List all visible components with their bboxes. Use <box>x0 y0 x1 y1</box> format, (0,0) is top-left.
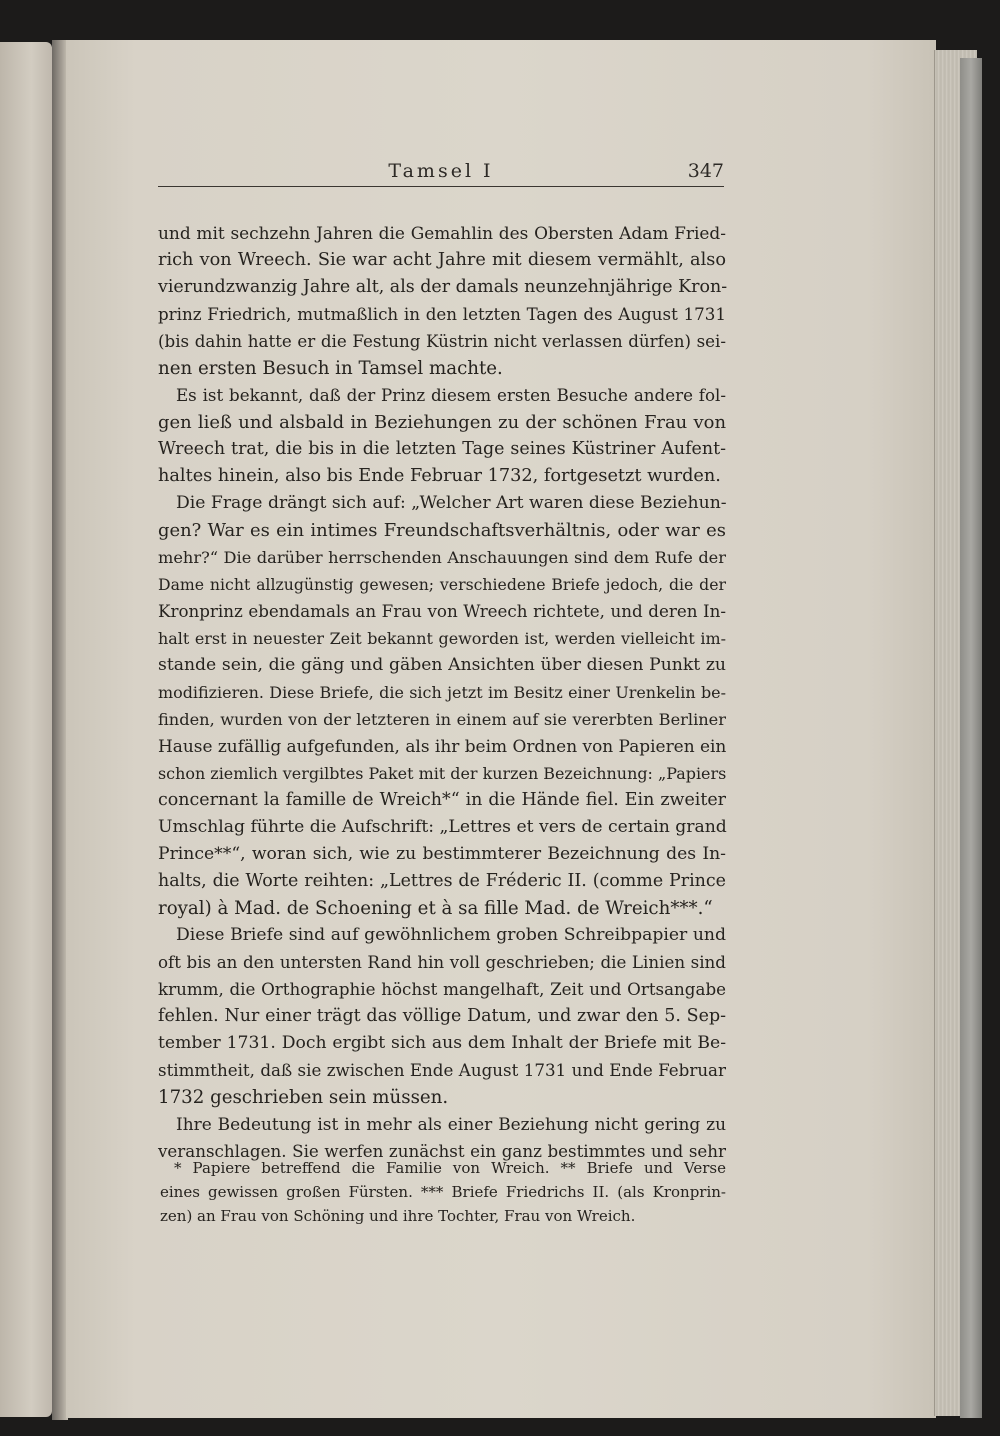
text-line: Es ist bekannt, daß der Prinz diesem ersten Besuche andere fol- <box>176 385 726 405</box>
footnote-line: eines gewissen großen Fürsten. *** Briefe Friedrichs II. (als Kronprin- <box>160 1183 726 1201</box>
text-line: concernant la famille de Wreich*“ in die Hände fiel. Ein zweiter <box>158 790 726 810</box>
left-page-edge <box>0 42 52 1417</box>
text-line: nen ersten Besuch in Tamsel machte. <box>158 358 503 379</box>
running-head <box>158 158 724 187</box>
text-line: Umschlag führte die Aufschrift: „Lettres et vers de certain grand <box>158 817 727 837</box>
text-line: halts, die Worte reihten: „Lettres de Fréderic II. (comme Prince <box>158 871 726 891</box>
page-number: 347 <box>687 160 724 182</box>
text-line: stande sein, die gäng und gäben Ansichten über diesen Punkt zu <box>158 655 726 675</box>
text-line: Prince**“, woran sich, wie zu bestimmterer Bezeichnung des In- <box>158 844 726 864</box>
text-line: Diese Briefe sind auf gewöhnlichem groben Schreibpapier und <box>176 925 726 945</box>
text-line: stimmtheit, daß sie zwischen Ende August 1731 und Ende Februar <box>158 1060 726 1080</box>
text-line: haltes hinein, also bis Ende Februar 1732, fortgesetzt wurden. <box>158 466 721 486</box>
text-line: Dame nicht allzugünstig gewesen; verschiedene Briefe jedoch, die der <box>158 575 726 594</box>
text-line: oft bis an den untersten Rand hin voll geschrieben; die Linien sind <box>158 952 726 972</box>
text-line: und mit sechzehn Jahren die Gemahlin des Obersten Adam Fried- <box>158 223 726 243</box>
text-line: Wreech trat, die bis in die letzten Tage seines Küstriner Aufent- <box>158 439 726 459</box>
text-line: 1732 geschrieben sein müssen. <box>158 1087 449 1108</box>
text-line: fehlen. Nur einer trägt das völlige Datum, und zwar den 5. Sep- <box>158 1006 726 1026</box>
text-line: modifizieren. Diese Briefe, die sich jetzt im Besitz einer Urenkelin be- <box>158 683 726 702</box>
text-line: prinz Friedrich, mutmaßlich in den letzten Tagen des August 1731 <box>158 304 726 324</box>
text-line: tember 1731. Doch ergibt sich aus dem Inhalt der Briefe mit Be- <box>158 1033 726 1053</box>
text-line: gen? War es ein intimes Freundschaftsverhältnis, oder war es <box>158 520 726 541</box>
text-line: gen ließ und alsbald in Beziehungen zu der schönen Frau von <box>158 412 726 433</box>
text-line: Ihre Bedeutung ist in mehr als einer Beziehung nicht gering zu <box>176 1114 726 1134</box>
text-line: royal) à Mad. de Schoening et à sa fille Mad. de Wreich***.“ <box>158 898 713 919</box>
footnote-line: * Papiere betreffend die Familie von Wreich. ** Briefe und Verse <box>174 1159 726 1177</box>
footnote-line: zen) an Frau von Schöning und ihre Tochter, Frau von Wreich. <box>160 1207 636 1225</box>
text-line: rich von Wreech. Sie war acht Jahre mit diesem vermählt, also <box>158 250 726 270</box>
text-line: krumm, die Orthographie höchst mangelhaft, Zeit und Ortsangabe <box>158 979 726 999</box>
text-line: finden, wurden von der letzteren in einem auf sie vererbten Berliner <box>158 710 726 729</box>
text-line: mehr?“ Die darüber herrschenden Anschauungen sind dem Rufe der <box>158 548 726 567</box>
text-line: Die Frage drängt sich auf: „Welcher Art waren diese Beziehun- <box>176 493 727 513</box>
text-line: Hause zufällig aufgefunden, als ihr beim Ordnen von Papieren ein <box>158 736 727 756</box>
book-cover-edge <box>960 58 982 1418</box>
text-line: Kronprinz ebendamals an Frau von Wreech richtete, und deren In- <box>158 601 726 621</box>
text-line: (bis dahin hatte er die Festung Küstrin nicht verlassen dürfen) sei- <box>158 331 726 351</box>
text-line: vierundzwanzig Jahre alt, als der damals neunzehnjährige Kron- <box>158 277 728 297</box>
text-line: schon ziemlich vergilbtes Paket mit der kurzen Bezeichnung: „Papiers <box>158 764 727 783</box>
text-line: veranschlagen. Sie werfen zunächst ein ganz bestimmtes und sehr <box>158 1141 726 1161</box>
running-title: Tamsel I <box>388 160 494 182</box>
text-line: halt erst in neuester Zeit bekannt geworden ist, werden vielleicht im- <box>158 629 726 648</box>
